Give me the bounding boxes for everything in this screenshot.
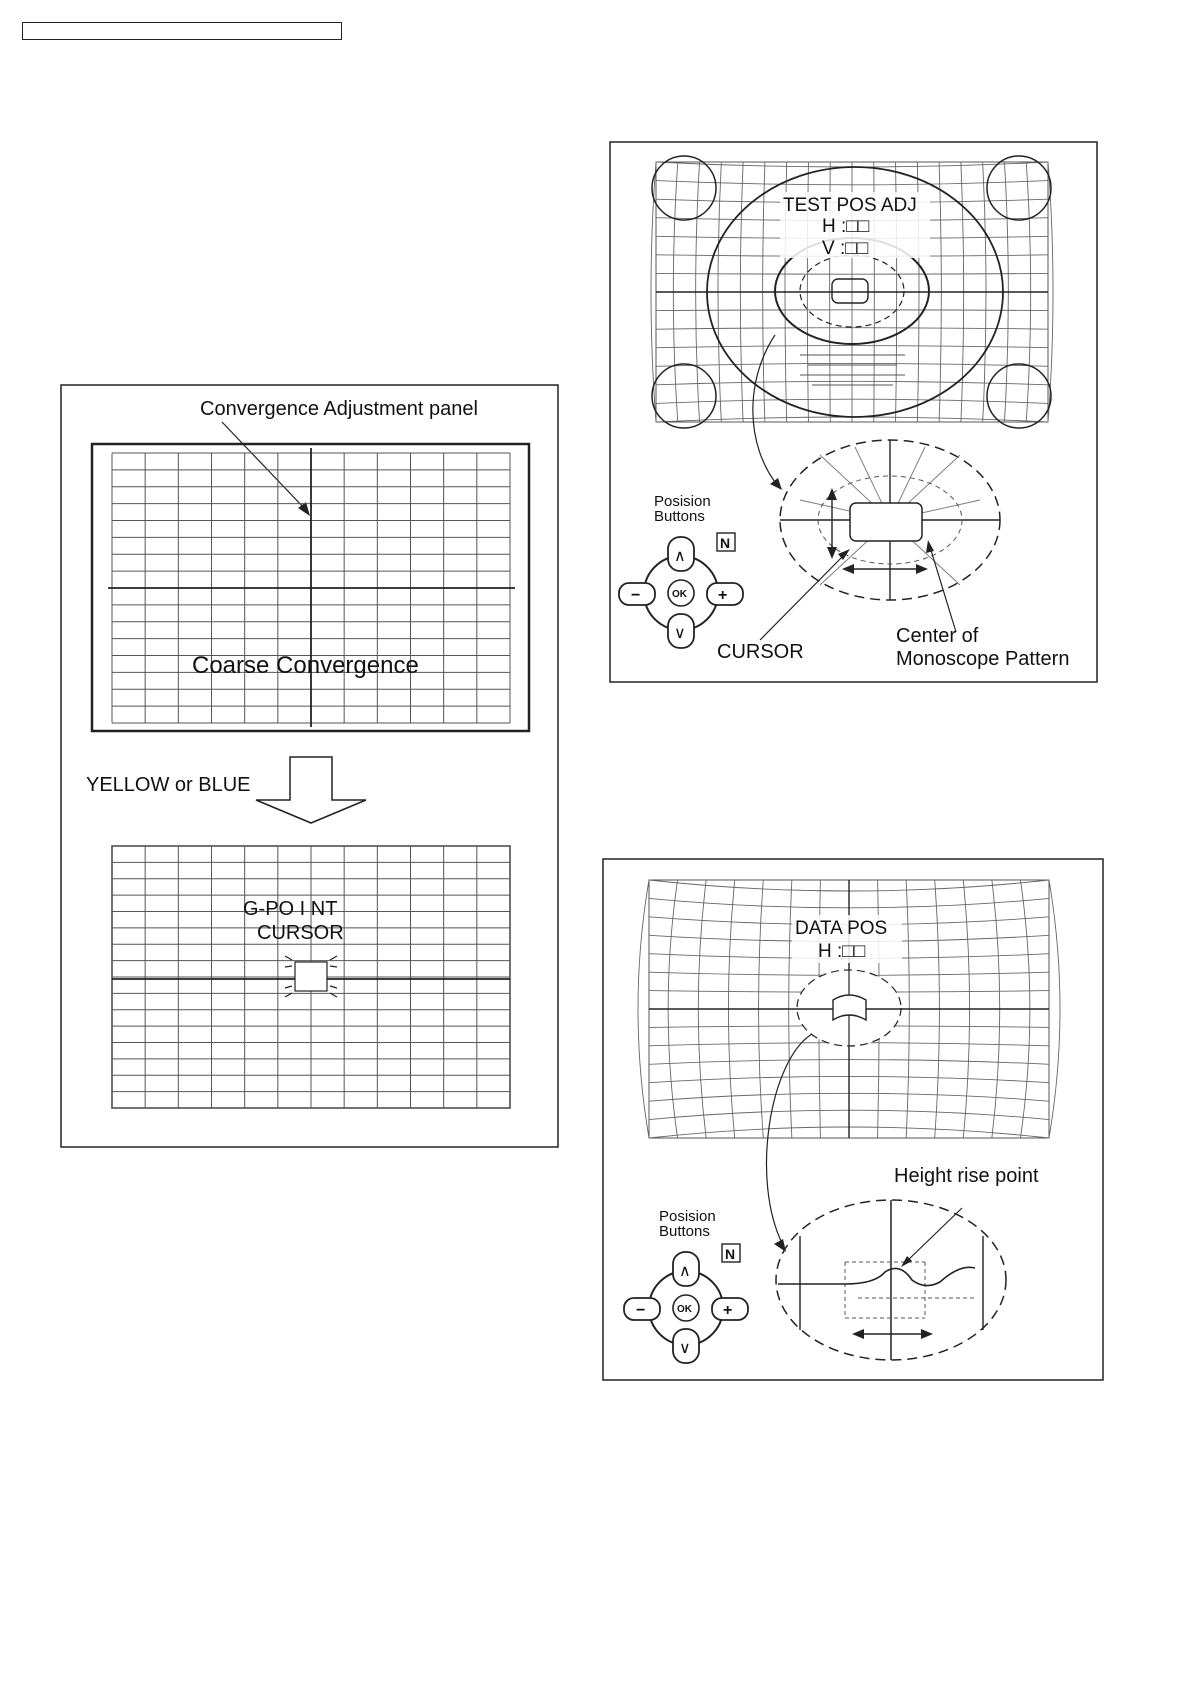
position-buttons-label-4: Buttons [659,1223,710,1240]
test-pos-adj-title: TEST POS ADJ [783,195,917,216]
down-button-2[interactable] [673,1329,699,1363]
g-point-label: G-PO I NT [243,898,338,920]
svg-text:−: − [636,1302,646,1319]
position-buttons-label-2: Buttons [654,508,705,525]
monoscope-pattern-label: Monoscope Pattern [896,648,1070,670]
down-button[interactable] [668,614,694,648]
position-buttons-label-3: Posision [659,1208,716,1225]
svg-text:∧: ∧ [674,548,686,565]
cursor-label: CURSOR [717,641,804,663]
test-pos-v-value: V :□□ [822,238,869,259]
test-pos-h-value: H :□□ [822,216,870,237]
n-badge-2[interactable] [722,1244,740,1262]
plus-button[interactable] [707,583,743,605]
svg-text:OK: OK [672,589,687,600]
ok-button[interactable] [668,580,694,606]
ok-button-2[interactable] [673,1295,699,1321]
down-arrow-icon [256,757,366,823]
data-pos-h-value: H :□□ [818,941,866,962]
height-rise-point-label: Height rise point [894,1165,1039,1187]
bottom-right-panel [603,859,1103,1380]
zoom-view-height [776,1200,1006,1360]
up-button-2[interactable] [673,1252,699,1286]
plus-button-2[interactable] [712,1298,748,1320]
g-point-cursor [295,962,327,991]
svg-text:+: + [718,587,728,604]
g-point-cursor-label: CURSOR [257,922,344,944]
svg-text:OK: OK [677,1304,692,1315]
minus-button-2[interactable] [624,1298,660,1320]
up-button[interactable] [668,537,694,571]
svg-text:N: N [720,535,731,551]
yellow-or-blue-label: YELLOW or BLUE [86,774,251,796]
svg-text:N: N [725,1246,736,1262]
zoom-view-cursor [780,440,1000,600]
minus-button[interactable] [619,583,655,605]
svg-text:−: − [631,587,641,604]
data-pos-title: DATA POS [795,918,888,939]
svg-text:∧: ∧ [679,1263,691,1280]
convergence-panel-title: Convergence Adjustment panel [200,398,478,420]
svg-text:+: + [723,1302,733,1319]
n-badge[interactable] [717,533,735,551]
monoscope-cursor [850,503,922,541]
top-right-panel [610,142,1097,682]
svg-text:∨: ∨ [679,1340,691,1357]
svg-text:∨: ∨ [674,625,686,642]
position-buttons-label-1: Posision [654,493,711,510]
center-of-label: Center of [896,625,979,647]
coarse-convergence-label: Coarse Convergence [192,652,419,679]
left-panel [61,385,558,1147]
